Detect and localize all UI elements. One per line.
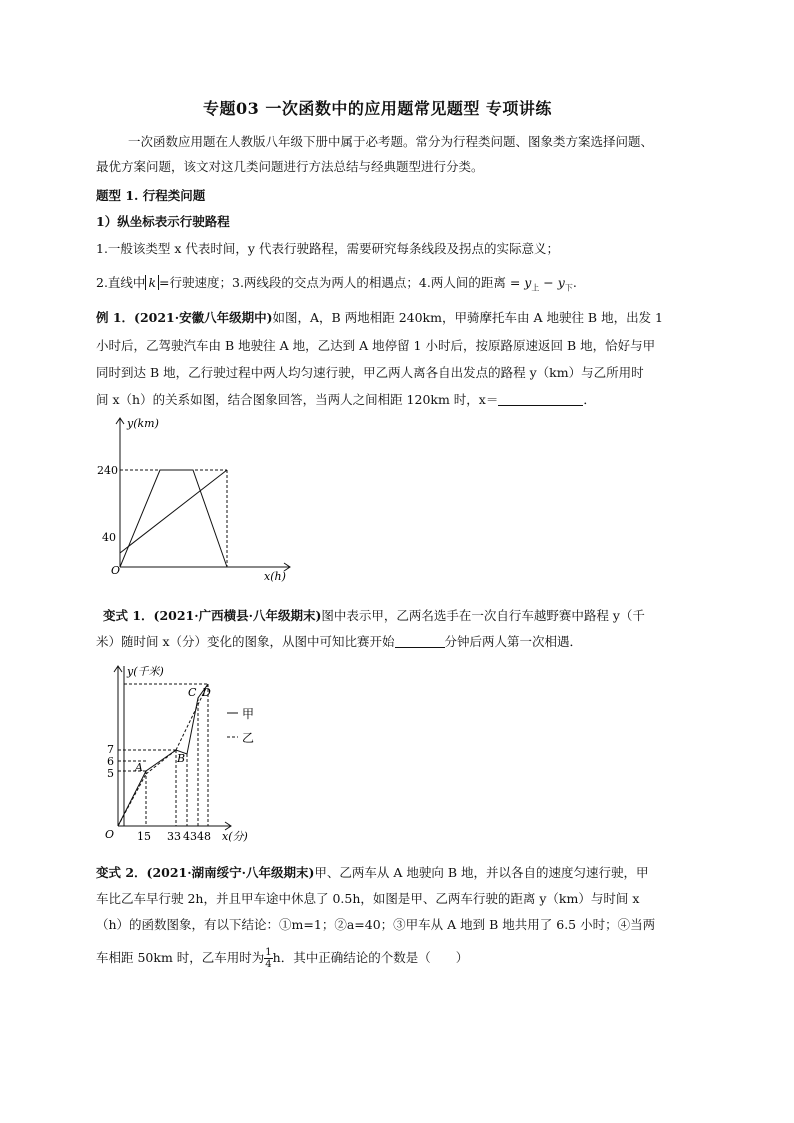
example-1-line-2: 小时后，乙驾驶汽车由 B 地驶往 A 地，乙达到 A 地停留 1 小时后，按原路原速返回 B 地，恰好与甲 <box>96 338 656 353</box>
graph-1-y-label: y(km) <box>127 417 159 430</box>
variant-2-line-4 <box>96 947 468 970</box>
graph-2 <box>96 658 276 853</box>
page-title: 专题03 一次函数中的应用题常见题型 专项讲练 <box>203 99 552 118</box>
point-2-text-b: =行驶速度；3.两线段的交点为两人的相遇点；4.两人间的距离 = <box>159 275 525 290</box>
graph-2-x-tick-43: 43 <box>183 830 197 843</box>
sub-heading: 1）纵坐标表示行驶路程 <box>96 214 230 229</box>
variant-1-text-2b: 分钟后两人第一次相遇． <box>444 634 583 649</box>
fraction-numerator: 1 <box>265 947 272 958</box>
answer-blank-1 <box>498 393 583 406</box>
graph-2-point-D: D <box>202 686 211 699</box>
point-2-text-a: 2.直线中 <box>96 275 146 290</box>
graph-1-tick-240: 240 <box>97 464 118 477</box>
graph-2-x-tick-48: 48 <box>197 830 211 843</box>
variant-1-label: 变式 1．(2021·广西横县·八年级期末) <box>103 608 322 623</box>
graph-2-origin: O <box>105 828 115 841</box>
graph-2-y-tick-7: 7 <box>107 743 114 756</box>
point-1: 1.一般该类型 x 代表时间，y 代表行驶路程，需要研究每条线段及拐点的实际意义； <box>96 241 559 256</box>
example-1-label: 例 1．(2021·安徽八年级期中) <box>96 310 273 325</box>
example-1-line-4 <box>96 391 596 409</box>
graph-1-x-label: x(h) <box>264 570 286 583</box>
graph-1 <box>90 410 300 588</box>
graph-2-y-tick-5: 5 <box>107 767 114 780</box>
graph-2-point-C: C <box>188 686 197 699</box>
graph-2-x-tick-33: 33 <box>167 830 181 843</box>
minus-sign: − <box>539 275 558 290</box>
point-2 <box>96 274 577 298</box>
sub-lower: 下 <box>564 283 573 293</box>
variant-2-line-1 <box>96 864 648 882</box>
graph-2-x-label: x(分) <box>222 830 248 843</box>
intro-line-1: 一次函数应用题在人教版八年级下册中属于必考题。常分为行程类问题、图象类方案选择问题、 <box>128 134 654 149</box>
abs-k: k <box>145 275 159 290</box>
graph-1-origin: O <box>111 564 121 577</box>
variant-2-text-1: 甲、乙两车从 A 地驶向 B 地，并以各自的速度匀速行驶，甲 <box>314 865 649 880</box>
sub-upper: 上 <box>531 283 540 293</box>
variant-1-text-2a: 米）随时间 x（分）变化的图象，从图中可知比赛开始 <box>96 634 395 649</box>
intro-line-2: 最优方案问题，该文对这几类问题进行方法总结与经典题型进行分类。 <box>96 159 484 174</box>
answer-blank-2 <box>395 635 445 648</box>
y-lower: y <box>557 275 565 290</box>
fraction-one-quarter <box>264 947 272 970</box>
example-1-text-1: 如图，A，B 两地相距 240km，甲骑摩托车由 A 地驶往 B 地，出发 1 <box>272 310 664 325</box>
variant-1-line-1 <box>103 607 645 625</box>
point-2-end: . <box>572 275 577 290</box>
variant-2-label: 变式 2．(2021·湖南绥宁·八年级期末) <box>96 865 315 880</box>
example-1-line-1 <box>96 309 663 327</box>
variant-2-line-2: 车比乙车早行驶 2h，并且甲车途中休息了 0.5h，如图是甲、乙两车行驶的距离 y（km）与时间 x <box>96 891 640 906</box>
graph-2-legend-yi: 乙 <box>242 731 255 745</box>
variant-2-text-4a: 车相距 50km 时，乙车用时为 <box>96 950 265 965</box>
graph-2-point-B: B <box>177 752 186 765</box>
graph-1-tick-40: 40 <box>102 531 116 544</box>
example-1-text-4b: ． <box>583 392 596 407</box>
fraction-denominator: 4 <box>265 959 272 970</box>
variant-2-text-4b: h．其中正确结论的个数是（ ） <box>272 950 469 965</box>
graph-2-y-label: y(千米) <box>127 665 164 678</box>
variant-1-line-2 <box>96 633 582 651</box>
example-1-text-4a: 间 x（h）的关系如图，结合图象回答，当两人之间相距 120km 时，x＝ <box>96 392 499 407</box>
section-heading: 题型 1. 行程类问题 <box>96 188 206 203</box>
y-upper: y <box>524 275 532 290</box>
graph-2-point-A: A <box>135 761 143 774</box>
graph-2-legend-jia: 甲 <box>242 707 255 721</box>
variant-2-line-3: （h）的函数图象，有以下结论：①m=1；②a=40；③甲车从 A 地到 B 地共用了 6.5 小时；④当两 <box>96 917 656 932</box>
example-1-line-3: 同时到达 B 地，乙行驶过程中两人均匀速行驶，甲乙两人离各自出发点的路程 y（km）与乙所用时 <box>96 365 644 380</box>
variant-1-text-1: 图中表示甲，乙两名选手在一次自行车越野赛中路程 y（千 <box>321 608 645 623</box>
graph-2-y-tick-6: 6 <box>107 755 114 768</box>
graph-2-x-tick-15: 15 <box>137 830 151 843</box>
